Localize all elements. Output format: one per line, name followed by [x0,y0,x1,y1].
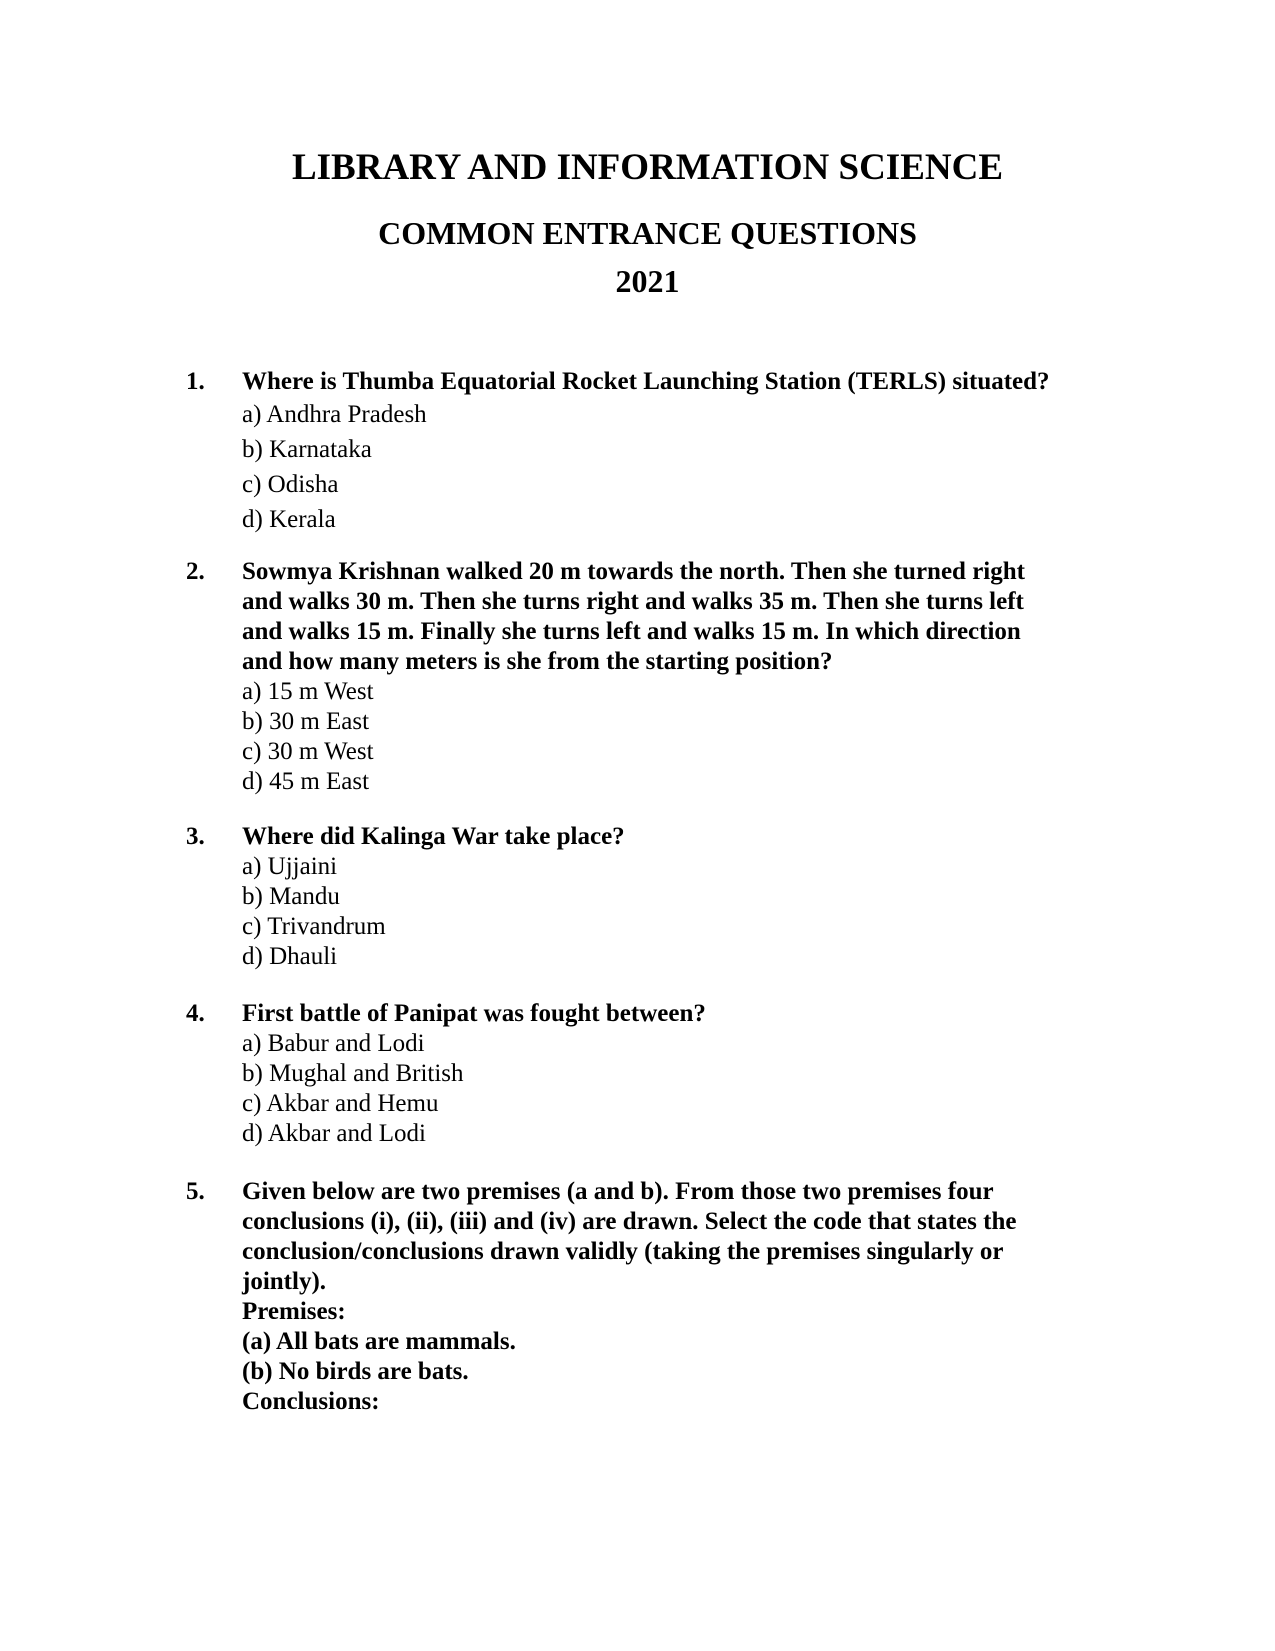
option-c: c) 30 m West [242,738,374,765]
question-text [242,1177,1122,1297]
option-a: a) Babur and Lodi [242,1030,425,1057]
question-line: Where did Kalinga War take place? [242,823,625,850]
question-number: 1. [186,368,205,395]
question-line: conclusions (i), (ii), (iii) and (iv) are drawn. Select the code that states the [242,1208,1017,1235]
option-list [242,397,1122,537]
question-number: 4. [186,1000,205,1027]
option-list [242,1029,1122,1149]
option-a: a) Ujjaini [242,853,338,880]
question-text [242,367,1122,397]
option-b: b) Karnataka [242,436,372,463]
question-body [242,999,1122,1149]
question-body [242,367,1122,537]
premises-label: Premises: [242,1298,346,1325]
question-line: Given below are two premises (a and b). From those two premises four [242,1178,994,1205]
question-line: and how many meters is she from the starting position? [242,648,833,675]
question-number: 5. [186,1178,205,1205]
premise-a: (a) All bats are mammals. [242,1328,516,1355]
option-d: d) 45 m East [242,768,370,795]
document-title: LIBRARY AND INFORMATION SCIENCE [291,147,1004,188]
option-d: d) Dhauli [242,943,338,970]
option-d: d) Akbar and Lodi [242,1120,426,1147]
question-body [242,822,1122,972]
option-list [242,677,1122,797]
question-text [242,999,1122,1029]
option-c: c) Odisha [242,471,339,498]
question-text [242,822,1122,852]
option-a: a) 15 m West [242,678,374,705]
option-c: c) Akbar and Hemu [242,1090,439,1117]
document-subtitle: COMMON ENTRANCE QUESTIONS [378,215,917,251]
premise-b: (b) No birds are bats. [242,1358,469,1385]
option-b: b) Mandu [242,883,340,910]
option-b: b) Mughal and British [242,1060,464,1087]
option-list [242,852,1122,972]
question-body [242,557,1122,797]
question-line: jointly). [242,1268,327,1295]
question-number: 2. [186,558,205,585]
question-line: First battle of Panipat was fought between? [242,1000,706,1027]
question-line: and walks 30 m. Then she turns right and walks 35 m. Then she turns left [242,588,1024,615]
question-line: conclusion/conclusions drawn validly (taking the premises singularly or [242,1238,1004,1265]
option-d: d) Kerala [242,506,336,533]
option-c: c) Trivandrum [242,913,386,940]
question-text [242,557,1122,677]
question-line: and walks 15 m. Finally she turns left and walks 15 m. In which direction [242,618,1021,645]
question-line: Sowmya Krishnan walked 20 m towards the north. Then she turned right [242,558,1025,585]
conclusions-label: Conclusions: [242,1388,380,1415]
question-number: 3. [186,823,205,850]
option-b: b) 30 m East [242,708,370,735]
option-a: a) Andhra Pradesh [242,401,427,428]
document-year: 2021 [615,263,680,299]
question-body [242,1177,1122,1417]
question-line: Where is Thumba Equatorial Rocket Launching Station (TERLS) situated? [242,368,1050,395]
